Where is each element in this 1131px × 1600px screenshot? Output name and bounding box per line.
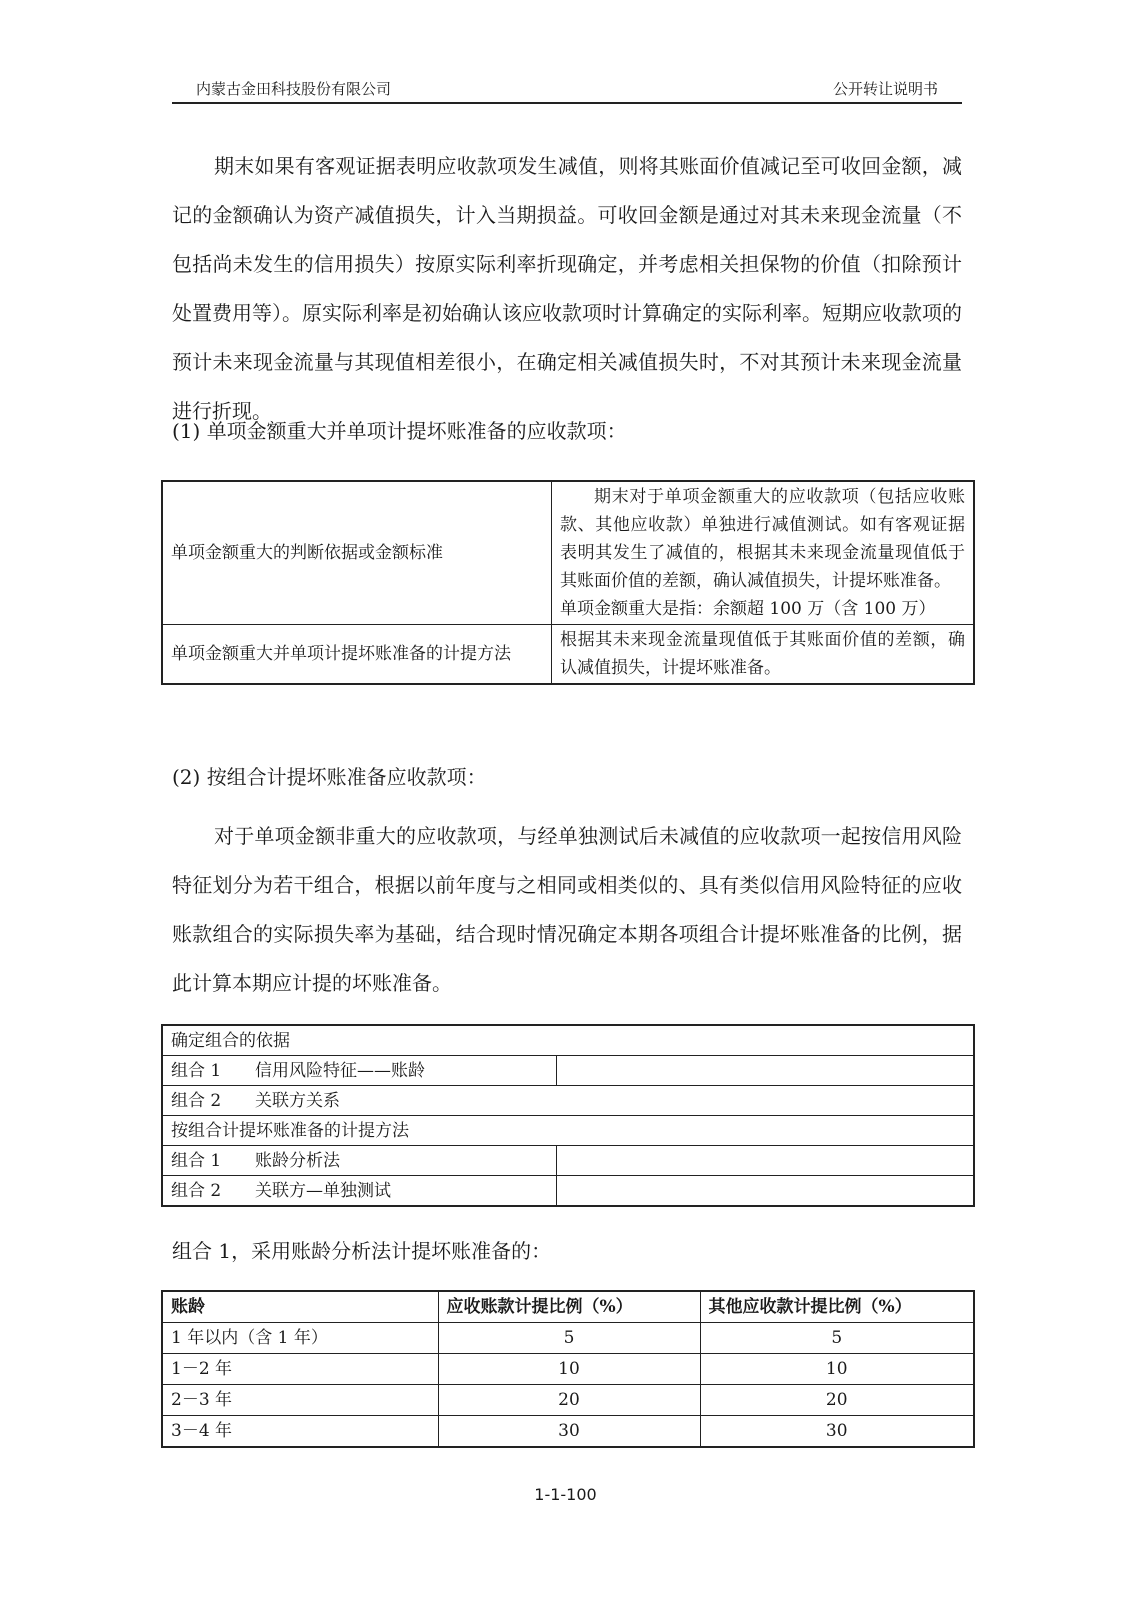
other-ratio-cell: 30: [700, 1416, 974, 1448]
page-header: [172, 76, 962, 104]
method-cell: [162, 1146, 556, 1176]
table-row: [162, 1146, 974, 1176]
portfolio-name: 组合 2: [171, 1090, 222, 1111]
method-value: 账龄分析法: [255, 1150, 340, 1171]
age-cell: 2－3 年: [162, 1385, 438, 1416]
section2-paragraph: 对于单项金额非重大的应收款项，与经单独测试后未减值的应收款项一起按信用风险特征划分为若干组合，根据以前年度与之相同或相类似的、具有类似信用风险特征的应收账款组合的实际损失率为基础，结合现时情况确定本期各项组合计提坏账准备的比例，据此计算本期应计提的坏账准备。: [172, 824, 962, 995]
age-cell: 1－2 年: [162, 1354, 438, 1385]
ar-ratio-cell: 10: [438, 1354, 700, 1385]
table-row: [162, 1416, 974, 1448]
column-header: 其他应收款计提比例（%）: [700, 1291, 974, 1323]
table-row: [162, 1025, 974, 1056]
ar-ratio-cell: 5: [438, 1323, 700, 1354]
portfolio-name: 组合 1: [171, 1150, 222, 1171]
age-cell: 1 年以内（含 1 年）: [162, 1323, 438, 1354]
method-title: 按组合计提坏账准备的计提方法: [162, 1116, 974, 1146]
major-receivables-table: [161, 480, 975, 685]
intro-paragraph: 期末如果有客观证据表明应收款项发生减值，则将其账面价值减记至可收回金额，减记的金额确认为资产减值损失，计入当期损益。可收回金额是通过对其未来现金流量（不包括尚未发生的信用损失）按原实际利率折现确定，并考虑相关担保物的价值（扣除预计处置费用等）。原实际利率是初始确认该应收款项时计算确定的实际利率。短期应收款项的预计未来现金流量与其现值相差很小，在确定相关减值损失时，不对其预计未来现金流量进行折现。: [172, 154, 962, 423]
age-cell: 3－4 年: [162, 1416, 438, 1448]
table-row: [162, 1176, 974, 1207]
other-ratio-cell: 20: [700, 1385, 974, 1416]
ar-ratio-cell: 20: [438, 1385, 700, 1416]
aging-heading: 组合 1，采用账龄分析法计提坏账准备的：: [172, 1239, 552, 1263]
empty-cell: [556, 1056, 974, 1086]
portfolio-basis-table: [161, 1024, 975, 1207]
table-row: [162, 1385, 974, 1416]
header-doc-type: 公开转让说明书: [832, 80, 938, 98]
basis-title: 确定组合的依据: [162, 1025, 974, 1056]
column-header: 账龄: [162, 1291, 438, 1323]
row-label: 单项金额重大并单项计提坏账准备的计提方法: [162, 625, 552, 685]
header-company: 内蒙古金田科技股份有限公司: [196, 80, 392, 98]
empty-cell: [556, 1146, 974, 1176]
table-row: [162, 1323, 974, 1354]
method-value: 关联方—单独测试: [255, 1180, 391, 1201]
page-number: 1-1-100: [534, 1485, 597, 1504]
column-header: 应收账款计提比例（%）: [438, 1291, 700, 1323]
method-cell: [162, 1176, 556, 1207]
table-row: [162, 1116, 974, 1146]
amount-standard-text: 单项金额重大是指：余额超 100 万（含 100 万）: [560, 599, 936, 619]
row-description: 根据其未来现金流量现值低于其账面价值的差额，确认减值损失，计提坏账准备。: [552, 625, 975, 685]
table-header-row: [162, 1291, 974, 1323]
table-row: [162, 1086, 974, 1116]
ar-ratio-cell: 30: [438, 1416, 700, 1448]
other-ratio-cell: 10: [700, 1354, 974, 1385]
table-row: [162, 625, 974, 685]
portfolio-value: 信用风险特征——账龄: [255, 1060, 425, 1081]
basis-cell: [162, 1056, 556, 1086]
table-row: [162, 1354, 974, 1385]
row-description-text: 期末对于单项金额重大的应收款项（包括应收账款、其他应收款）单独进行减值测试。如有客观证据表明其发生了减值的，根据其未来现金流量现值低于其账面价值的差额，确认减值损失，计提坏账准备。: [560, 487, 965, 591]
section1-heading: (1) 单项金额重大并单项计提坏账准备的应收款项：: [172, 419, 627, 443]
basis-cell: [162, 1086, 974, 1116]
portfolio-name: 组合 1: [171, 1060, 222, 1081]
empty-cell: [556, 1176, 974, 1207]
row-label: 单项金额重大的判断依据或金额标准: [162, 481, 552, 625]
section2-heading: (2) 按组合计提坏账准备应收款项：: [172, 765, 487, 789]
portfolio-value: 关联方关系: [255, 1090, 340, 1111]
row-description: [552, 481, 975, 625]
table-row: [162, 1056, 974, 1086]
other-ratio-cell: 5: [700, 1323, 974, 1354]
table-row: [162, 481, 974, 625]
portfolio-name: 组合 2: [171, 1180, 222, 1201]
aging-ratio-table: [161, 1290, 975, 1448]
